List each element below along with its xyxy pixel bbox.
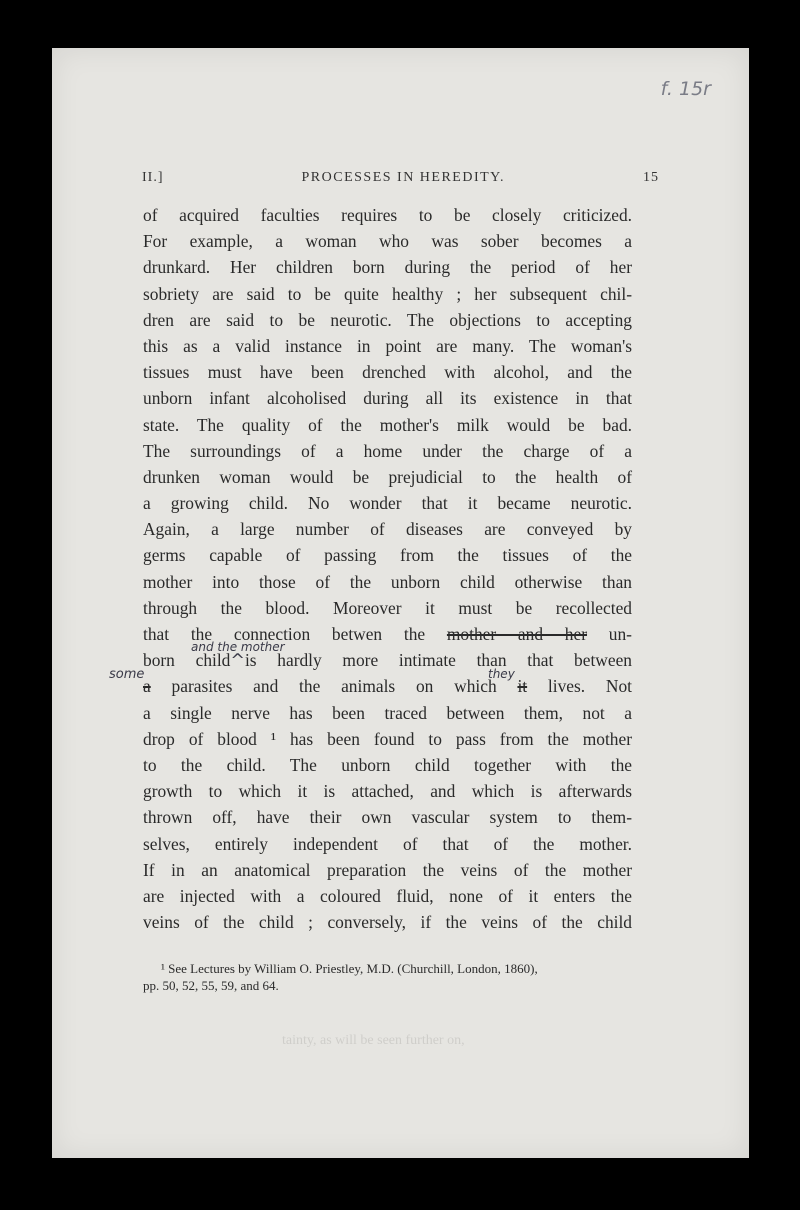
handwritten-insertion: they <box>488 667 515 682</box>
text-line: If in an anatomical preparation the veins of the mother <box>143 859 632 880</box>
running-title: PROCESSES IN HEREDITY. <box>301 170 505 185</box>
text-line: through the blood. Moreover it must be recollected <box>143 597 632 618</box>
text-line: to the child. The unborn child together with the <box>143 754 632 775</box>
struck-text: it <box>517 676 528 697</box>
footnote-line: pp. 50, 52, 55, 59, and 64. <box>143 978 279 993</box>
text-line: For example, a woman who was sober becomes a <box>143 231 632 252</box>
text-line: state. The quality of the mother's milk would be bad. <box>143 414 632 435</box>
text-line: are injected with a coloured fluid, none of it enters the <box>143 885 632 906</box>
footnote <box>143 960 632 994</box>
text-line: mother into those of the unborn child otherwise than <box>143 571 632 592</box>
caret-mark: ^ <box>230 651 245 672</box>
text-line: drunkard. Her children born during the period of her <box>143 257 632 278</box>
handwritten-insertion: and the mother <box>191 640 285 655</box>
text-line: sobriety are said to be quite healthy ; her subsequent chil- <box>143 283 632 304</box>
text-line-with-insertion: and the mother born child^is hardly more intimate than that between <box>143 647 632 673</box>
text-line: dren are said to be neurotic. The objections to accepting <box>143 309 632 330</box>
text-line: Again, a large number of diseases are conveyed by <box>143 519 632 540</box>
text-line: The surroundings of a home under the charge of a <box>143 440 632 461</box>
folio-mark: f. 15r <box>660 78 711 100</box>
text-line: a single nerve has been traced between them, not a <box>143 702 632 723</box>
running-head <box>142 170 659 186</box>
handwritten-margin-note: some <box>109 667 145 683</box>
page-number: 15 <box>643 170 659 185</box>
text-line: a growing child. No wonder that it became neurotic. <box>143 493 632 514</box>
struck-text: mother and her <box>446 624 588 644</box>
text-line: this as a valid instance in point are many. The woman's <box>143 335 632 356</box>
text-line: germs capable of passing from the tissues of the <box>143 545 632 566</box>
text-line-with-deletion: that the connection betwen the mother and her un- <box>143 624 632 644</box>
text-line: tissues must have been drenched with alcohol, and the <box>143 362 632 383</box>
bleed-through-text: tainty, as will be seen further on, <box>282 1033 465 1048</box>
footnote-line: ¹ See Lectures by William O. Priestley, M.D. (Churchill, London, 1860), <box>161 961 538 976</box>
book-page <box>52 48 749 1158</box>
text-line: veins of the child ; conversely, if the veins of the child <box>143 912 632 933</box>
text-line: growth to which it is attached, and which is afterwards <box>143 781 632 802</box>
text-line: drunken woman would be prejudicial to the health of <box>143 466 632 487</box>
text-line: of acquired faculties requires to be closely criticized. <box>143 205 632 225</box>
text-line: drop of blood ¹ has been found to pass from the mother <box>143 728 632 749</box>
text-line-with-corrections: some they a parasites and the animals on which it lives. Not <box>143 673 632 699</box>
chapter-number: II.] <box>142 170 164 185</box>
body-text <box>109 202 632 935</box>
text-line: thrown off, have their own vascular system to them- <box>143 807 632 828</box>
struck-text: a <box>143 676 151 697</box>
text-line: selves, entirely independent of that of the mother. <box>143 833 632 854</box>
text-line: unborn infant alcoholised during all its existence in that <box>143 388 632 409</box>
